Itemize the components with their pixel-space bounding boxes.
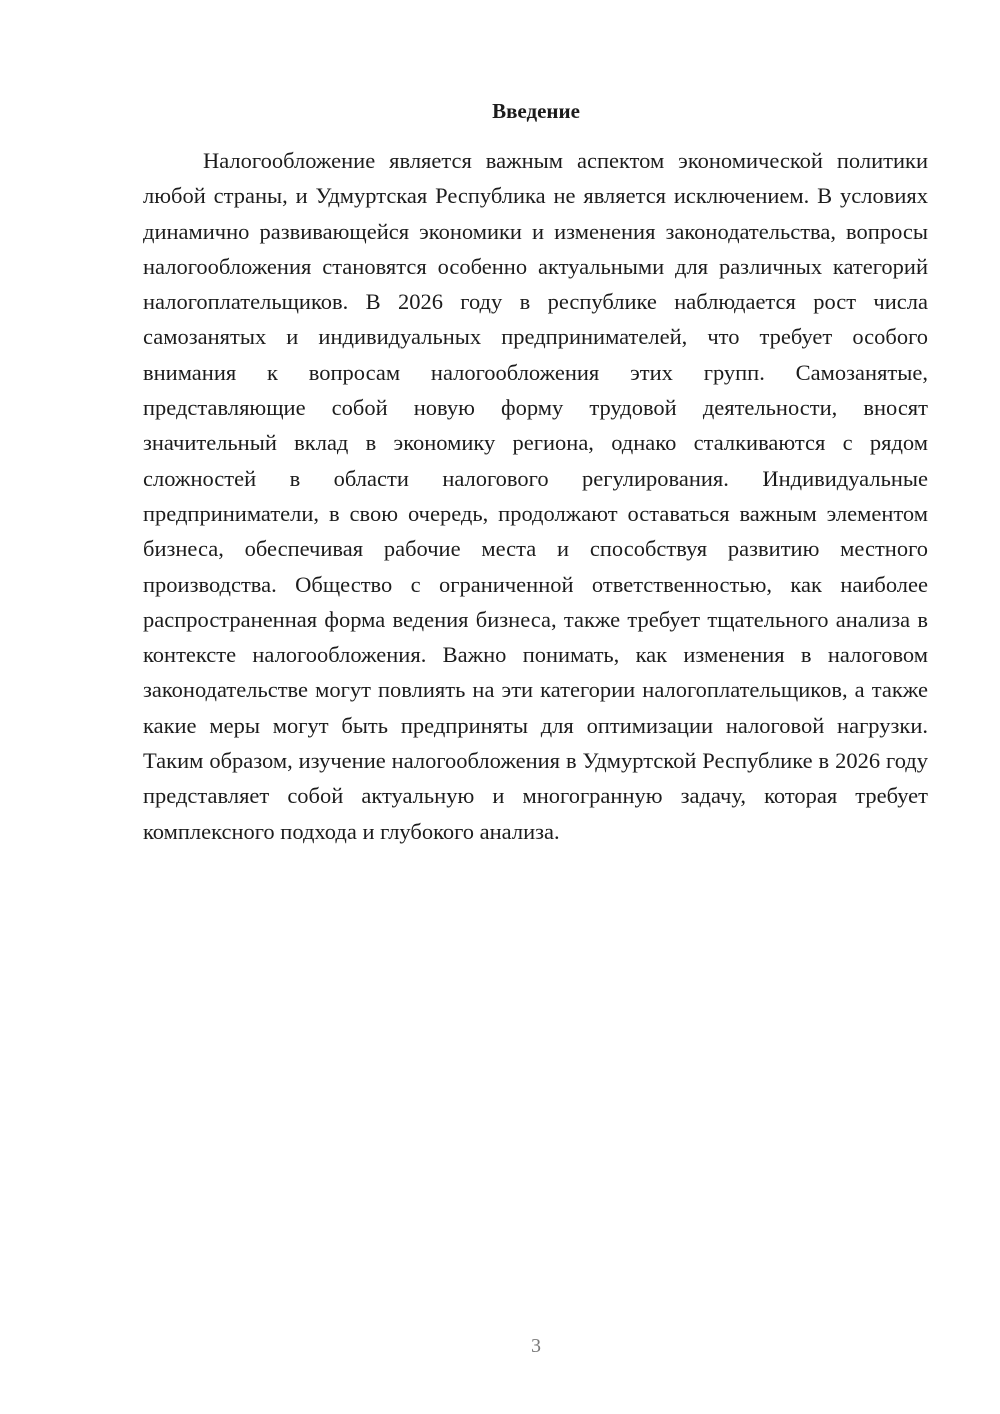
section-heading: Введение: [492, 99, 580, 123]
page-number: 3: [531, 1335, 541, 1357]
body-paragraph: Налогообложение является важным аспектом экономической политики любой страны, и Удмуртская Республика не является исключением. В условиях динамично развивающейся экономики и изменения законодательства, вопросы налогообложения становятся особенно актуальными для различных категорий налогоплательщиков. В 2026 году в республике наблюдается рост числа самозанятых и индивидуальных предпринимателей, что требует особого внимания к вопросам налогообложения этих групп. Самозанятые, представляющие собой новую форму трудовой деятельности, вносят значительный вклад в экономику региона, однако сталкиваются с рядом сложностей в области налогового регулирования. Индивидуальные предприниматели, в свою очередь, продолжают оставаться важным элементом бизнеса, обеспечивая рабочие места и способствуя развитию местного производства. Общество с ограниченной ответственностью, как наиболее распространенная форма ведения бизнеса, также требует тщательного анализа в контексте налогообложения. Важно понимать, как изменения в налоговом законодательстве могут повлиять на эти категории налогоплательщиков, а также какие меры могут быть предприняты для оптимизации налоговой нагрузки. Таким образом, изучение налогообложения в Удмуртской Республике в 2026 году представляет собой актуальную и многогранную задачу, которая требует комплексного подхода и глубокого анализа.: [143, 148, 928, 844]
